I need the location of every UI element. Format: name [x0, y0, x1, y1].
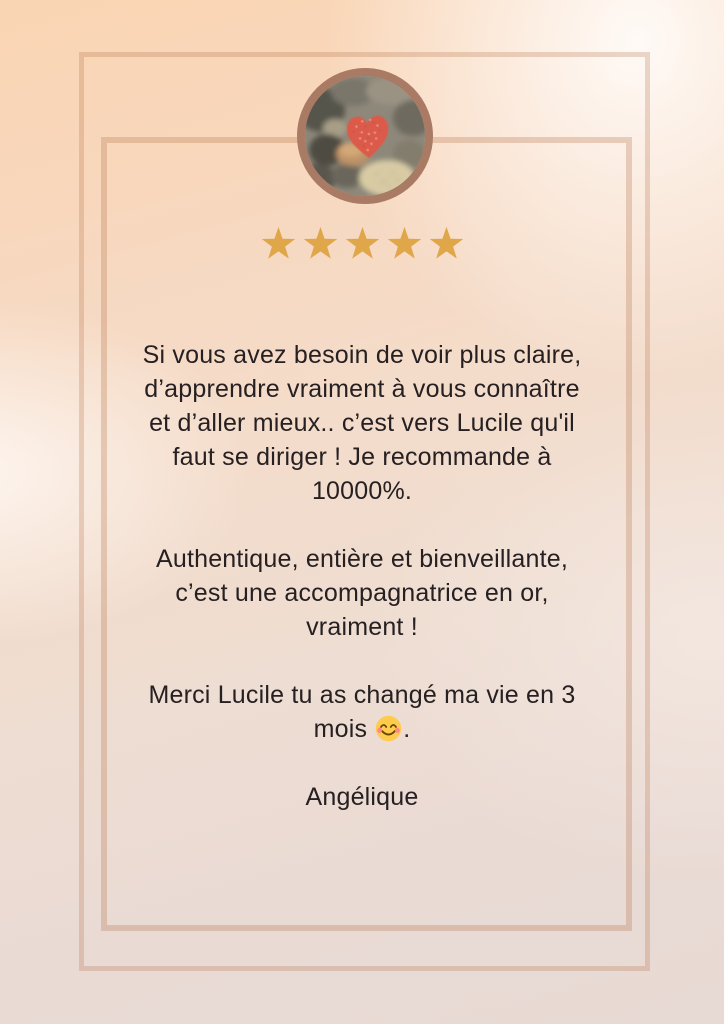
review-paragraph-1: [92, 338, 632, 508]
smiling-face-with-smiling-eyes-icon: [375, 715, 402, 742]
review-line: Authentique, entière et bienveillante,: [155, 545, 569, 573]
review-author: Angélique: [305, 783, 419, 811]
review-paragraph-3: [92, 678, 632, 746]
review-line-with-emoji: [92, 712, 632, 746]
review-line: Si vous avez besoin de voir plus claire,: [142, 341, 582, 369]
review-line: vraiment !: [306, 613, 418, 641]
avatar: [297, 68, 433, 204]
review-line: d’apprendre vraiment à vous connaître: [144, 375, 580, 403]
star-rating: [0, 225, 724, 262]
review-author-block: [92, 780, 632, 814]
review-line: et d’aller mieux.. c’est vers Lucile qu'il: [149, 409, 575, 437]
star-icon: [427, 225, 466, 262]
star-icon: [343, 225, 382, 262]
review-line: c’est une accompagnatrice en or,: [175, 579, 549, 607]
review-line-text: .: [403, 715, 411, 743]
star-icon: [385, 225, 424, 262]
review-line: Merci Lucile tu as changé ma vie en 3: [148, 681, 576, 709]
heart-pebbles-photo-icon: [305, 76, 425, 196]
review-text: [92, 338, 632, 814]
review-paragraph-2: [92, 542, 632, 644]
review-line-text: mois: [313, 715, 368, 743]
star-icon: [301, 225, 340, 262]
review-line: 10000%.: [311, 477, 413, 505]
review-line: faut se diriger ! Je recommande à: [172, 443, 552, 471]
star-icon: [259, 225, 298, 262]
